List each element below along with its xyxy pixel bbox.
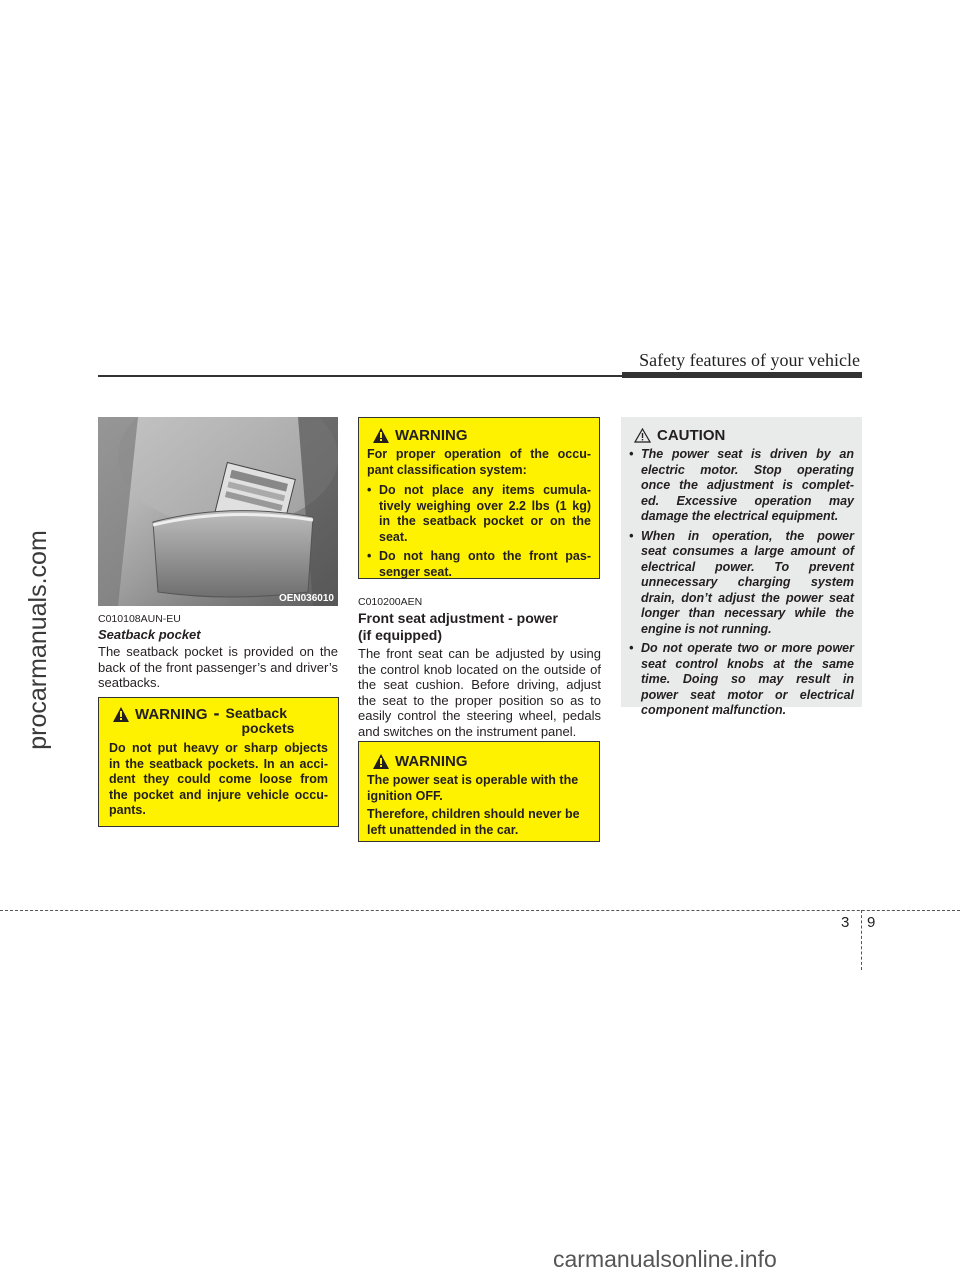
seatback-pocket-photo	[98, 417, 338, 606]
section-title: Seatback pocket	[98, 627, 201, 642]
warning-title	[113, 703, 328, 736]
caution-bullet	[629, 447, 854, 525]
text-line: The seatback pocket is provided on the	[98, 644, 338, 659]
page-number: 9	[867, 914, 876, 931]
text-line: unnecessary charging system	[641, 575, 854, 589]
text-line: in the seatback pockets. In an acci-	[109, 756, 328, 771]
text-line: Do not hang onto the front pas-	[379, 549, 591, 563]
text-line: longer than necessary while the	[641, 606, 854, 620]
warning-title-text: WARNING	[395, 753, 468, 770]
text-line: electric motor. Stop operating	[641, 462, 854, 477]
side-watermark	[0, 530, 54, 750]
text-line: the seat to the proper position so as to	[358, 692, 601, 708]
caution-icon	[634, 428, 651, 443]
text-line: senger seat.	[379, 564, 452, 579]
text-line: Do not put heavy or sharp objects	[109, 741, 328, 755]
seatback-description	[98, 644, 338, 691]
warning-title	[373, 753, 591, 770]
bullet-dot: •	[629, 641, 634, 655]
text-line: The power seat is driven by an	[641, 447, 854, 461]
text-line: ignition OFF.	[367, 788, 443, 803]
text-line: Therefore, children should never be	[367, 807, 580, 821]
section-code: C010200AEN	[358, 596, 423, 608]
warning-icon	[113, 707, 129, 722]
warning-icon	[373, 428, 389, 443]
warning-power-seat-ignition	[358, 741, 600, 842]
bullet-dot: •	[367, 549, 372, 563]
warning-seatback-pockets	[98, 697, 339, 827]
text-line: back of the front passenger’s and driver’s	[98, 659, 338, 675]
text-line: power seat motor or electrical	[641, 687, 854, 702]
warning-icon	[373, 754, 389, 769]
text-line: drain, don’t adjust the power seat	[641, 590, 854, 605]
caution-body	[629, 447, 854, 719]
text-line: and switches on the instrument panel.	[358, 723, 577, 739]
text-line: seatbacks.	[98, 675, 161, 691]
bottom-watermark: carmanualsonline.info	[553, 1246, 777, 1272]
bullet-text	[641, 447, 854, 525]
bullet-text	[641, 529, 854, 638]
bullet-dot: •	[629, 447, 634, 461]
seatback-pocket-illustration	[98, 417, 338, 606]
text-line: in the seatback pocket or on the	[379, 514, 591, 528]
header-rule-accent	[622, 372, 862, 378]
text-line: easily control the steering wheel, pedals	[358, 708, 601, 724]
caution-power-seat	[621, 417, 862, 717]
footer-rule	[0, 910, 960, 911]
text-line: Do not place any items cumula-	[379, 483, 591, 497]
warning-body	[367, 447, 591, 580]
bullet-dot: •	[629, 528, 634, 543]
bullet-text	[379, 549, 591, 580]
warning-title-sub-line: pockets	[241, 720, 295, 736]
text-line: When in operation, the power	[641, 528, 854, 543]
warning-bullet	[367, 549, 591, 580]
page-header-title: Safety features of your vehicle	[639, 350, 860, 370]
caution-title-text: CAUTION	[657, 427, 726, 444]
section-title	[358, 610, 603, 644]
caution-title	[634, 427, 854, 444]
text-line: pants.	[109, 803, 146, 817]
text-line: pant classification system:	[367, 462, 527, 477]
text-line: the pocket and injure vehicle occu-	[109, 787, 328, 802]
caution-bullet	[629, 641, 854, 719]
text-line: For proper operation of the occu-	[367, 447, 591, 461]
text-line: damage the electrical equipment.	[641, 509, 839, 523]
warning-title	[373, 427, 591, 444]
footer-divider	[861, 910, 862, 970]
text-line: tively weighing over 2.2 lbs (1 kg)	[379, 498, 591, 513]
text-line: engine is not running.	[641, 621, 772, 636]
text-line: The front seat can be adjusted by using	[358, 646, 601, 661]
text-line: left unattended in the car.	[367, 822, 519, 837]
warning-body	[367, 773, 591, 838]
photo-code: OEN036010	[278, 593, 334, 604]
warning-title-main: WARNING	[135, 706, 208, 723]
chapter-number: 3	[841, 914, 850, 931]
text-line: Do not operate two or more power	[641, 641, 854, 655]
bullet-dot: •	[367, 483, 372, 497]
text-line: ed. Excessive operation may	[641, 493, 854, 508]
warning-title-text: WARNING	[395, 427, 468, 444]
warning-title-dash: -	[213, 703, 220, 723]
text-line: the control knob located on the outside of	[358, 661, 601, 677]
warning-occupant-classification	[358, 417, 600, 579]
text-line: The power seat is operable with the	[367, 773, 579, 787]
bullet-text	[641, 641, 854, 719]
warning-bullet	[367, 483, 591, 545]
text-line: electrical power. To prevent	[641, 559, 854, 574]
power-seat-description	[358, 646, 601, 740]
text-line: seat control knobs at the same	[641, 656, 854, 671]
section-code: C010108AUN-EU	[98, 613, 181, 625]
warning-title-sub	[226, 706, 295, 736]
bullet-text	[379, 483, 591, 545]
text-line: component malfunction.	[641, 703, 787, 717]
side-watermark-text: procarmanuals.com	[24, 530, 52, 750]
text-line: seat consumes a large amount of	[641, 544, 854, 558]
warning-title-sub-line: Seatback	[225, 705, 287, 721]
text-line: seat.	[379, 529, 408, 544]
text-line: once the adjustment is complet-	[641, 478, 854, 492]
text-line: dent they could come loose from	[109, 772, 328, 786]
section-title-line: Front seat adjustment - power	[358, 610, 558, 626]
text-line: time. Doing so may result in	[641, 672, 854, 686]
caution-bullet	[629, 529, 854, 638]
text-line: the seat cushion. Before driving, adjust	[358, 677, 601, 693]
warning-body	[109, 741, 328, 819]
section-title-line: (if equipped)	[358, 627, 442, 643]
